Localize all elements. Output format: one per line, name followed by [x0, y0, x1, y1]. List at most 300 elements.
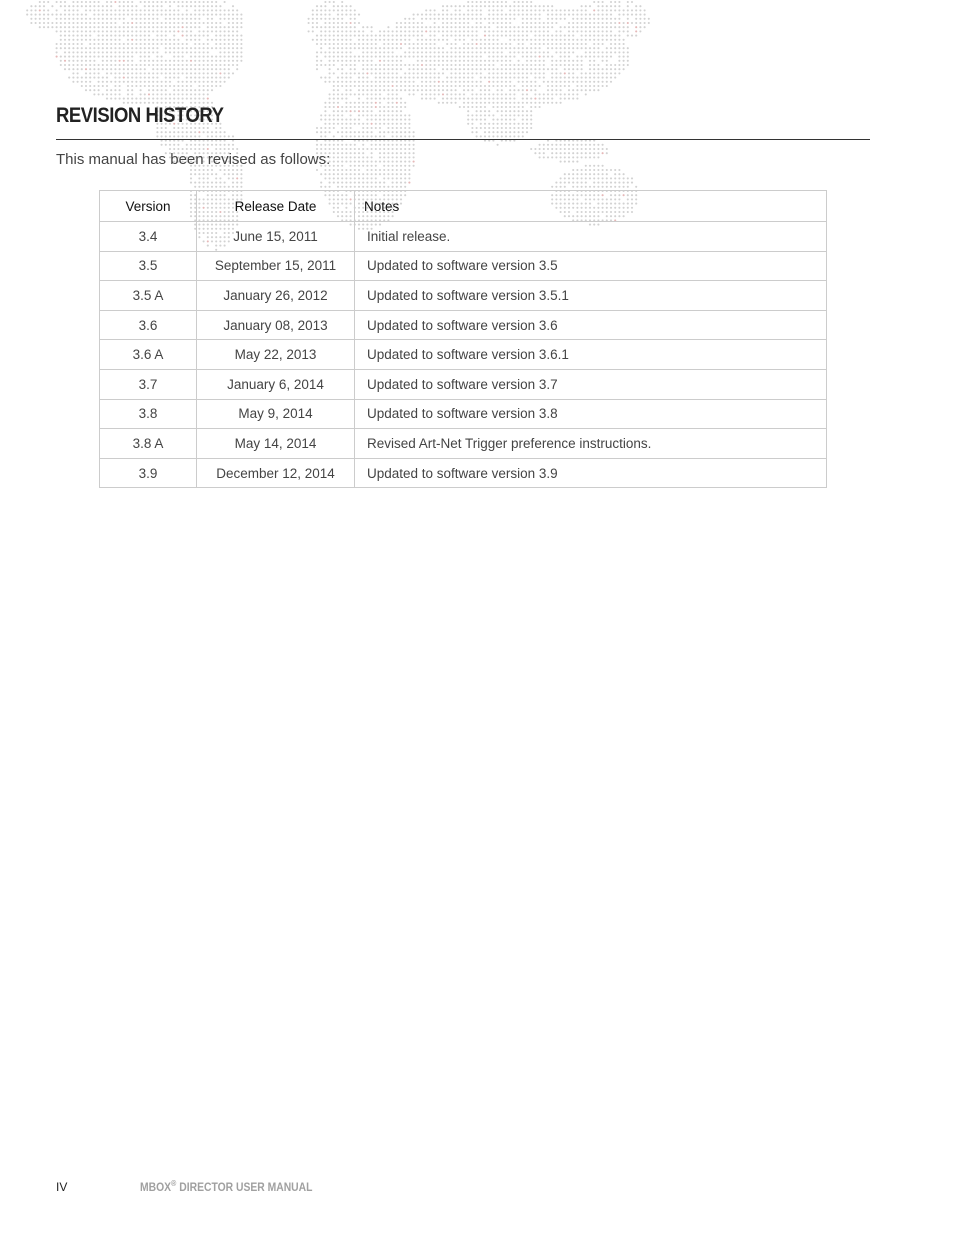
- map-dot: [404, 148, 406, 150]
- map-dot: [203, 30, 205, 32]
- map-dot: [564, 9, 566, 11]
- map-dot: [492, 135, 494, 137]
- map-dot: [131, 22, 133, 24]
- map-dot: [198, 60, 200, 62]
- map-dot: [215, 131, 217, 133]
- map-dot: [429, 47, 431, 49]
- map-dot: [224, 35, 226, 37]
- map-dot: [572, 51, 574, 53]
- map-dot: [375, 72, 377, 74]
- map-dot: [602, 144, 604, 146]
- map-dot: [476, 18, 478, 20]
- map-dot: [446, 35, 448, 37]
- map-dot: [404, 131, 406, 133]
- map-dot: [366, 182, 368, 184]
- map-dot: [509, 85, 511, 87]
- map-dot: [190, 177, 192, 179]
- map-dot: [358, 110, 360, 112]
- map-dot: [392, 85, 394, 87]
- map-dot: [560, 51, 562, 53]
- map-dot: [219, 30, 221, 32]
- map-dot: [501, 98, 503, 100]
- map-dot: [156, 131, 158, 133]
- map-dot: [177, 60, 179, 62]
- map-dot: [215, 144, 217, 146]
- map-dot: [165, 81, 167, 83]
- map-dot: [341, 30, 343, 32]
- map-dot: [371, 182, 373, 184]
- map-dot: [585, 93, 587, 95]
- map-dot: [123, 60, 125, 62]
- map-dot: [560, 81, 562, 83]
- map-dot: [371, 30, 373, 32]
- map-dot: [509, 30, 511, 32]
- map-dot: [106, 43, 108, 45]
- map-dot: [400, 148, 402, 150]
- map-dot: [219, 81, 221, 83]
- map-dot: [333, 22, 335, 24]
- map-dot: [509, 119, 511, 121]
- map-dot: [581, 18, 583, 20]
- map-dot: [606, 35, 608, 37]
- map-dot: [387, 26, 389, 28]
- map-dot: [333, 148, 335, 150]
- map-dot: [400, 161, 402, 163]
- map-dot: [203, 131, 205, 133]
- map-dot: [572, 169, 574, 171]
- map-dot: [203, 93, 205, 95]
- map-dot: [627, 35, 629, 37]
- map-dot: [152, 77, 154, 79]
- map-dot: [387, 77, 389, 79]
- map-dot: [518, 123, 520, 125]
- map-dot: [564, 186, 566, 188]
- map-dot: [442, 5, 444, 7]
- map-dot: [324, 131, 326, 133]
- map-dot: [404, 26, 406, 28]
- map-dot: [85, 77, 87, 79]
- map-dot: [316, 26, 318, 28]
- map-dot: [371, 35, 373, 37]
- map-dot: [434, 98, 436, 100]
- map-dot: [434, 77, 436, 79]
- map-dot: [341, 110, 343, 112]
- map-dot: [618, 5, 620, 7]
- map-dot: [362, 131, 364, 133]
- map-dot: [413, 14, 415, 16]
- map-dot: [480, 60, 482, 62]
- map-dot: [106, 9, 108, 11]
- map-dot: [144, 35, 146, 37]
- map-dot: [492, 22, 494, 24]
- map-dot: [362, 123, 364, 125]
- map-dot: [190, 39, 192, 41]
- map-dot: [576, 9, 578, 11]
- map-dot: [366, 98, 368, 100]
- map-dot: [182, 1, 184, 3]
- map-dot: [564, 81, 566, 83]
- map-dot: [81, 81, 83, 83]
- map-dot: [358, 98, 360, 100]
- map-dot: [644, 14, 646, 16]
- map-dot: [522, 123, 524, 125]
- map-dot: [539, 68, 541, 70]
- map-dot: [156, 47, 158, 49]
- map-dot: [534, 39, 536, 41]
- map-dot: [400, 102, 402, 104]
- map-dot: [215, 60, 217, 62]
- map-dot: [93, 60, 95, 62]
- map-dot: [597, 77, 599, 79]
- map-dot: [140, 1, 142, 3]
- map-dot: [337, 182, 339, 184]
- map-dot: [623, 30, 625, 32]
- map-dot: [182, 51, 184, 53]
- map-dot: [497, 144, 499, 146]
- map-dot: [450, 60, 452, 62]
- map-dot: [114, 72, 116, 74]
- map-dot: [631, 22, 633, 24]
- map-dot: [72, 68, 74, 70]
- map-dot: [467, 56, 469, 58]
- map-dot: [484, 60, 486, 62]
- map-dot: [606, 30, 608, 32]
- map-dot: [442, 14, 444, 16]
- map-dot: [106, 47, 108, 49]
- map-dot: [526, 51, 528, 53]
- map-dot: [215, 14, 217, 16]
- map-dot: [551, 9, 553, 11]
- map-dot: [589, 39, 591, 41]
- map-dot: [522, 9, 524, 11]
- map-dot: [446, 39, 448, 41]
- map-dot: [329, 131, 331, 133]
- map-dot: [547, 9, 549, 11]
- map-dot: [387, 110, 389, 112]
- map-dot: [383, 56, 385, 58]
- map-dot: [429, 93, 431, 95]
- map-dot: [26, 14, 28, 16]
- map-dot: [169, 14, 171, 16]
- map-dot: [333, 51, 335, 53]
- map-dot: [77, 72, 79, 74]
- map-dot: [119, 89, 121, 91]
- map-dot: [215, 81, 217, 83]
- map-dot: [606, 148, 608, 150]
- map-dot: [119, 68, 121, 70]
- map-dot: [89, 18, 91, 20]
- map-dot: [421, 39, 423, 41]
- map-dot: [85, 30, 87, 32]
- map-dot: [480, 1, 482, 3]
- map-dot: [362, 182, 364, 184]
- map-dot: [488, 72, 490, 74]
- map-dot: [379, 161, 381, 163]
- map-dot: [165, 64, 167, 66]
- map-dot: [350, 51, 352, 53]
- map-dot: [320, 144, 322, 146]
- map-dot: [320, 119, 322, 121]
- map-dot: [165, 98, 167, 100]
- map-dot: [89, 43, 91, 45]
- map-dot: [509, 35, 511, 37]
- map-dot: [392, 165, 394, 167]
- map-dot: [572, 173, 574, 175]
- map-dot: [606, 68, 608, 70]
- map-dot: [236, 47, 238, 49]
- map-dot: [408, 123, 410, 125]
- map-dot: [211, 60, 213, 62]
- map-dot: [106, 35, 108, 37]
- map-dot: [215, 47, 217, 49]
- map-dot: [513, 9, 515, 11]
- map-dot: [182, 89, 184, 91]
- map-dot: [484, 68, 486, 70]
- map-dot: [438, 93, 440, 95]
- table-row: [100, 281, 827, 311]
- map-dot: [383, 30, 385, 32]
- map-dot: [455, 14, 457, 16]
- map-dot: [379, 106, 381, 108]
- map-dot: [597, 51, 599, 53]
- map-dot: [140, 64, 142, 66]
- map-dot: [228, 47, 230, 49]
- map-dot: [354, 22, 356, 24]
- map-dot: [371, 110, 373, 112]
- map-dot: [337, 81, 339, 83]
- map-dot: [459, 64, 461, 66]
- map-dot: [505, 30, 507, 32]
- map-dot: [366, 51, 368, 53]
- map-dot: [572, 64, 574, 66]
- map-dot: [526, 102, 528, 104]
- map-dot: [589, 173, 591, 175]
- map-dot: [127, 85, 129, 87]
- map-dot: [526, 1, 528, 3]
- map-dot: [98, 85, 100, 87]
- map-dot: [597, 64, 599, 66]
- map-dot: [190, 22, 192, 24]
- map-dot: [375, 43, 377, 45]
- map-dot: [543, 72, 545, 74]
- map-dot: [497, 47, 499, 49]
- map-dot: [354, 18, 356, 20]
- map-dot: [572, 177, 574, 179]
- map-dot: [148, 5, 150, 7]
- map-dot: [371, 26, 373, 28]
- map-dot: [476, 98, 478, 100]
- map-dot: [215, 177, 217, 179]
- map-dot: [614, 64, 616, 66]
- map-dot: [589, 77, 591, 79]
- map-dot: [488, 26, 490, 28]
- map-dot: [228, 135, 230, 137]
- map-dot: [442, 47, 444, 49]
- map-dot: [320, 39, 322, 41]
- map-dot: [350, 135, 352, 137]
- map-dot: [492, 64, 494, 66]
- map-dot: [366, 72, 368, 74]
- map-dot: [337, 77, 339, 79]
- map-dot: [455, 18, 457, 20]
- map-dot: [618, 14, 620, 16]
- map-dot: [329, 182, 331, 184]
- map-dot: [333, 152, 335, 154]
- map-dot: [610, 51, 612, 53]
- map-dot: [522, 68, 524, 70]
- map-dot: [194, 60, 196, 62]
- map-dot: [551, 156, 553, 158]
- map-dot: [198, 98, 200, 100]
- map-dot: [127, 68, 129, 70]
- map-dot: [85, 39, 87, 41]
- map-dot: [560, 30, 562, 32]
- map-dot: [610, 18, 612, 20]
- map-dot: [85, 60, 87, 62]
- map-dot: [408, 177, 410, 179]
- map-dot: [362, 68, 364, 70]
- map-dot: [47, 1, 49, 3]
- map-dot: [593, 148, 595, 150]
- map-dot: [333, 85, 335, 87]
- map-dot: [518, 47, 520, 49]
- map-dot: [534, 72, 536, 74]
- map-dot: [375, 102, 377, 104]
- map-dot: [463, 22, 465, 24]
- map-dot: [337, 110, 339, 112]
- map-dot: [358, 35, 360, 37]
- map-dot: [110, 1, 112, 3]
- map-dot: [337, 39, 339, 41]
- map-dot: [421, 85, 423, 87]
- map-dot: [224, 60, 226, 62]
- map-dot: [639, 5, 641, 7]
- map-dot: [602, 43, 604, 45]
- map-dot: [362, 161, 364, 163]
- map-dot: [518, 1, 520, 3]
- map-dot: [463, 102, 465, 104]
- map-dot: [362, 148, 364, 150]
- map-dot: [585, 22, 587, 24]
- map-dot: [341, 144, 343, 146]
- map-dot: [429, 26, 431, 28]
- map-dot: [354, 161, 356, 163]
- map-dot: [618, 18, 620, 20]
- map-dot: [198, 173, 200, 175]
- map-dot: [480, 106, 482, 108]
- map-dot: [467, 110, 469, 112]
- map-dot: [362, 47, 364, 49]
- map-dot: [513, 106, 515, 108]
- map-dot: [534, 35, 536, 37]
- map-dot: [396, 106, 398, 108]
- map-dot: [207, 68, 209, 70]
- map-dot: [425, 18, 427, 20]
- map-dot: [77, 39, 79, 41]
- map-dot: [408, 51, 410, 53]
- map-dot: [476, 85, 478, 87]
- map-dot: [543, 35, 545, 37]
- map-dot: [597, 169, 599, 171]
- map-dot: [522, 39, 524, 41]
- map-dot: [618, 30, 620, 32]
- map-dot: [362, 127, 364, 129]
- map-dot: [480, 26, 482, 28]
- map-dot: [169, 43, 171, 45]
- map-dot: [463, 14, 465, 16]
- map-dot: [77, 26, 79, 28]
- map-dot: [224, 30, 226, 32]
- cell-notes: Updated to software version 3.5.1: [355, 281, 827, 311]
- map-dot: [144, 60, 146, 62]
- map-dot: [568, 43, 570, 45]
- map-dot: [329, 144, 331, 146]
- map-dot: [240, 35, 242, 37]
- map-dot: [127, 98, 129, 100]
- map-dot: [219, 51, 221, 53]
- map-dot: [219, 43, 221, 45]
- map-dot: [593, 18, 595, 20]
- map-dot: [102, 60, 104, 62]
- map-dot: [93, 72, 95, 74]
- map-dot: [366, 106, 368, 108]
- map-dot: [568, 93, 570, 95]
- map-dot: [463, 106, 465, 108]
- map-dot: [585, 51, 587, 53]
- map-dot: [526, 47, 528, 49]
- map-dot: [324, 144, 326, 146]
- map-dot: [119, 56, 121, 58]
- map-dot: [513, 110, 515, 112]
- map-dot: [135, 47, 137, 49]
- map-dot: [371, 106, 373, 108]
- map-dot: [497, 39, 499, 41]
- map-dot: [350, 102, 352, 104]
- map-dot: [480, 47, 482, 49]
- map-dot: [467, 43, 469, 45]
- map-dot: [530, 47, 532, 49]
- map-dot: [618, 56, 620, 58]
- map-dot: [568, 77, 570, 79]
- map-dot: [228, 173, 230, 175]
- map-dot: [450, 93, 452, 95]
- map-dot: [400, 182, 402, 184]
- map-dot: [232, 64, 234, 66]
- map-dot: [324, 110, 326, 112]
- map-dot: [186, 35, 188, 37]
- map-dot: [203, 177, 205, 179]
- map-dot: [345, 169, 347, 171]
- map-dot: [110, 81, 112, 83]
- table-row: [100, 399, 827, 429]
- map-dot: [379, 30, 381, 32]
- map-dot: [110, 56, 112, 58]
- map-dot: [555, 18, 557, 20]
- map-dot: [572, 47, 574, 49]
- map-dot: [467, 89, 469, 91]
- map-dot: [203, 60, 205, 62]
- map-dot: [152, 22, 154, 24]
- map-dot: [429, 9, 431, 11]
- map-dot: [186, 93, 188, 95]
- map-dot: [131, 98, 133, 100]
- map-dot: [471, 26, 473, 28]
- map-dot: [392, 35, 394, 37]
- map-dot: [610, 47, 612, 49]
- map-dot: [89, 30, 91, 32]
- map-dot: [497, 9, 499, 11]
- map-dot: [421, 72, 423, 74]
